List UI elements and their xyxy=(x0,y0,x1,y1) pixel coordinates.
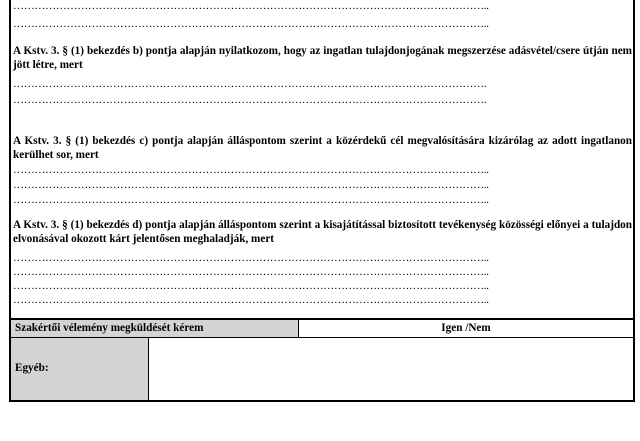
section-b-text: A Kstv. 3. § (1) bekezdés b) pontja alapján nyilatkozom, hogy az ingatlan tulajdonjogának megszerzése adásvétel/csere útján nem jött létre, mert xyxy=(13,45,632,71)
expert-opinion-label: Szakértői vélemény megküldését kérem xyxy=(11,320,299,338)
dotted-fill-line: …………………………………………………………………………………………………………………….. xyxy=(13,266,489,278)
dotted-fill-line: …………………………………………………………………………………………………………………….. xyxy=(13,252,489,264)
section-c-text: A Kstv. 3. § (1) bekezdés c) pontja alapján álláspontom szerint a közérdekű cél megvalósítására kizárólag az adott ingatlanon kerülhet sor, mert xyxy=(13,135,632,161)
dotted-fill-line: ……………………………………………………………………………………………………………………. xyxy=(13,94,487,106)
dotted-fill-line: …………………………………………………………………………………………………………………….. xyxy=(13,0,489,12)
dotted-fill-line: …………………………………………………………………………………………………………………….. xyxy=(13,294,489,306)
dotted-fill-line: ……………………………………………………………………………………………………………………. xyxy=(13,78,487,90)
other-value-field[interactable] xyxy=(149,338,633,400)
dotted-fill-line: …………………………………………………………………………………………………………………….. xyxy=(13,18,489,30)
dotted-fill-line: …………………………………………………………………………………………………………………….. xyxy=(13,164,489,176)
expert-opinion-value[interactable]: Igen /Nem xyxy=(299,320,633,338)
dotted-fill-line: …………………………………………………………………………………………………………………….. xyxy=(13,194,489,206)
dotted-fill-line: …………………………………………………………………………………………………………………….. xyxy=(13,280,489,292)
section-d-text: A Kstv. 3. § (1) bekezdés d) pontja alapján álláspontom szerint a kisajátítással biztosított tevékenység közösségi előnyei a tulajdon elvonásával okozott kárt jelentősen meghaladják, mert xyxy=(13,219,632,245)
other-label: Egyéb: xyxy=(11,338,149,400)
dotted-fill-line: …………………………………………………………………………………………………………………….. xyxy=(13,179,489,191)
request-table xyxy=(9,318,635,402)
